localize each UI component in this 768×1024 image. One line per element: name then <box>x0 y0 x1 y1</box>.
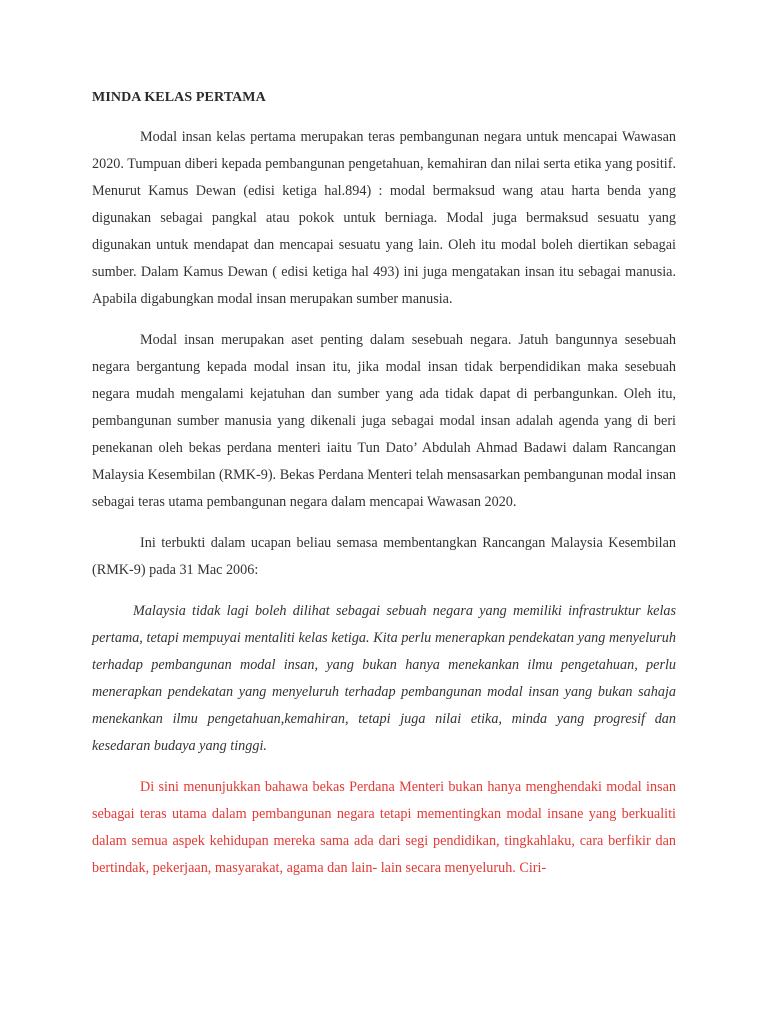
paragraph-highlighted: Di sini menunjukkan bahawa bekas Perdana Menteri bukan hanya menghendaki modal insan sebagai teras utama dalam pembangunan negara tetapi mementingkan modal insane yang berkualiti dalam semua aspek kehidupan mereka sama ada dari segi pendidikan, tingkahlaku, cara berfikir dan bertindak, pekerjaan, masyarakat, agama dan lain- lain secara menyeluruh. Ciri- <box>92 779 676 876</box>
document-heading: MINDA KELAS PERTAMA <box>92 90 266 105</box>
paragraph-modal-insan-definition: Modal insan kelas pertama merupakan teras pembangunan negara untuk mencapai Wawasan 2020. Tumpuan diberi kepada pembangunan pengetahuan, kemahiran dan nilai serta etika yang positif. Menurut Kamus Dewan (edisi ketiga hal.894) : modal bermaksud wang atau harta benda yang digunakan sebagai pangkal atau pokok untuk berniaga. Modal juga bermaksud sesuatu yang digunakan untuk mendapat dan mencapai sesuatu yang lain. Oleh itu modal boleh diertikan sebagai sumber. Dalam Kamus Dewan ( edisi ketiga hal 493) ini juga mengatakan insan itu sebagai manusia. Apabila digabungkan modal insan merupakan sumber manusia. <box>92 129 676 307</box>
paragraph-ucapan-intro: Ini terbukti dalam ucapan beliau semasa membentangkan Rancangan Malaysia Kesembilan (RMK-9) pada 31 Mac 2006: <box>92 535 676 578</box>
paragraph-modal-insan-aset: Modal insan merupakan aset penting dalam sesebuah negara. Jatuh bangunnya sesebuah negara bergantung kepada modal insan itu, jika modal insan tidak berpendidikan maka sesebuah negara mudah mengalami kejatuhan dan sumber yang ada tidak dapat di perbangunkan. Oleh itu, pembangunan sumber manusia yang dikenali juga sebagai modal insan adalah agenda yang di beri penekanan oleh bekas perdana menteri iaitu Tun Dato’ Abdulah Ahmad Badawi dalam Rancangan Malaysia Kesembilan (RMK-9). Bekas Perdana Menteri telah mensasarkan pembangunan modal insan sebagai teras utama pembangunan negara dalam mencapai Wawasan 2020. <box>92 332 676 510</box>
quote-ucapan-rmk9: Malaysia tidak lagi boleh dilihat sebagai sebuah negara yang memiliki infrastruktur kelas pertama, tetapi mempuyai mentaliti kelas ketiga. Kita perlu menerapkan pendekatan yang menyeluruh terhadap pembangunan modal insan, yang bukan hanya menekankan ilmu pengetahuan, perlu menerapkan pendekatan yang menyeluruh terhadap pembangunan modal insan yang bukan sahaja menekankan ilmu pengetahuan,kemahiran, tetapi juga nilai etika, minda yang progresif dan kesedaran budaya yang tinggi. <box>92 603 676 754</box>
